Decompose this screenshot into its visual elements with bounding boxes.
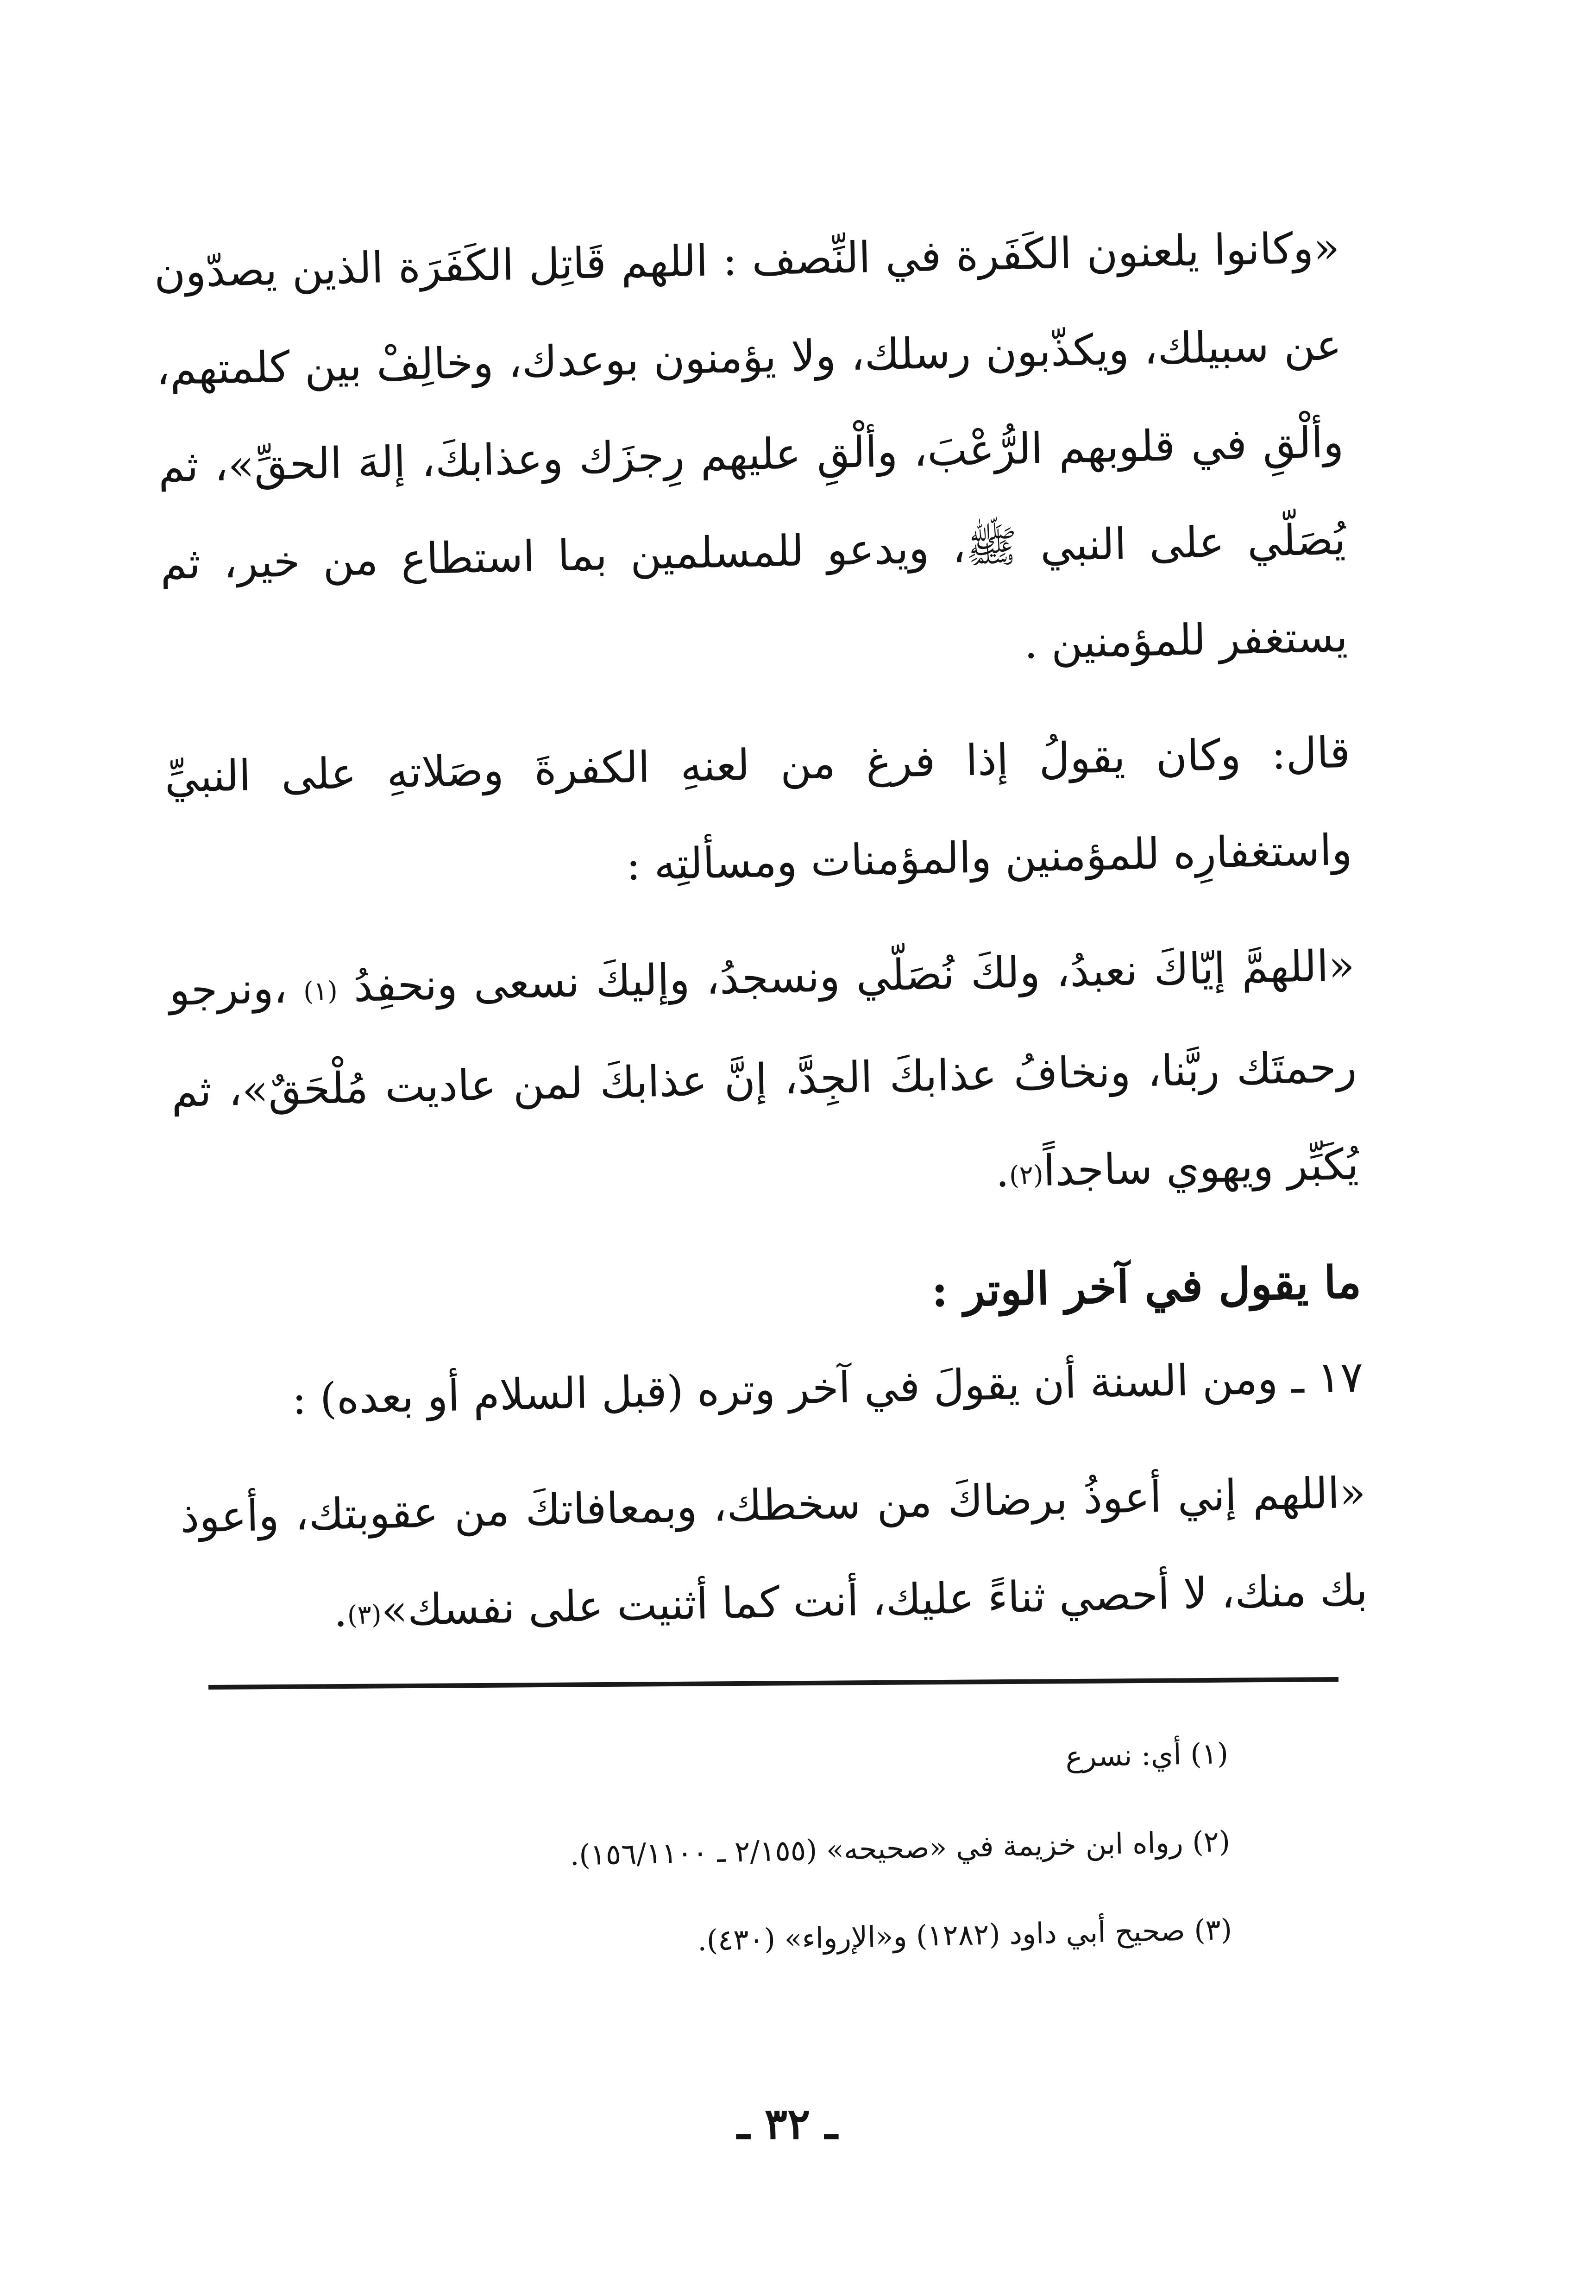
witr-dua-paragraph <box>179 1444 1369 1668</box>
witr-dua-end-punct: . <box>333 1586 348 1637</box>
supplication-end-punct: . <box>995 1147 1010 1197</box>
narration-paragraph: قال: وكان يقولُ إذا فرغ من لعنهِ الكفرةَ وصَلاتهِ على النبيِّ واستغفارِه للمؤمنين والمؤمنات ومسألتِه : <box>164 727 1353 890</box>
witr-dua-text: «اللهم إني أعوذُ برضاكَ من سخطك، وبمعافاتكَ من عقوبتك، وأعوذ بك منك، لا أحصي ثناءً عليك، أنت كما أثنيت على نفسك» <box>179 1468 1368 1635</box>
footnote-1: (١) أي: نسرع <box>1065 1736 1229 1774</box>
footnotes-block <box>324 1709 1233 1993</box>
footnote-ref-1: (١) <box>303 976 338 1007</box>
qunut-paragraph: «وكانوا يلعنون الكَفَرة في النِّصف : اللهم قَاتِل الكَفَرَة الذين يصدّون عن سبيلك، ويكذّبون رسلك، ولا يؤمنون بوعدك، وخالِفْ بين كلمتهم، وألْقِ في قلوبهم الرُّعْبَ، وألْقِ عليهم رِجزَك وعذابكَ، إلهَ الحقِّ»، ثم يُصَلّي على النبي ﷺ، ويدعو للمسلمين بما استطاع من خير، ثم يستغفر للمؤمنين . <box>153 222 1348 669</box>
supplication-paragraph <box>168 917 1360 1242</box>
footnote-3: (٣) صحيح أبي داود (١٢٨٢) و«الإرواء» (٤٣٠). <box>697 1912 1232 1958</box>
footnote-ref-2: (٢) <box>1009 1160 1044 1191</box>
section-heading: ما يقول في آخر الوتر : <box>931 1255 1362 1317</box>
page-number: ـ ٣٢ ـ <box>737 2099 838 2149</box>
footnote-ref-3: (٣) <box>347 1599 382 1631</box>
main-text-block <box>153 199 1369 1668</box>
supplication-text-part-1: «اللهمَّ إيّاكَ نعبدُ، ولكَ نُصَلّي ونسجدُ، وإليكَ نسعى ونحفِدُ <box>353 940 1355 1011</box>
sunnah-paragraph: ١٧ ـ ومن السنة أن يقولَ في آخر وتره (قبل السلام أو بعده) : <box>291 1352 1364 1424</box>
footnote-2: (٢) رواه ابن خزيمة في «صحيحه» (٢/١٥٥ ـ ١٥٦/١١٠٠). <box>569 1824 1231 1872</box>
supplication-text-part-2: ،ونرجو رحمتَك ربَّنا، ونخافُ عذابكَ الجِدَّ، إنَّ عذابكَ لمن عاديت مُلْحَقٌ»، ثم يُكَبِّر ويهوي ساجداً <box>169 963 1359 1196</box>
footnote-divider <box>208 1677 1338 1690</box>
